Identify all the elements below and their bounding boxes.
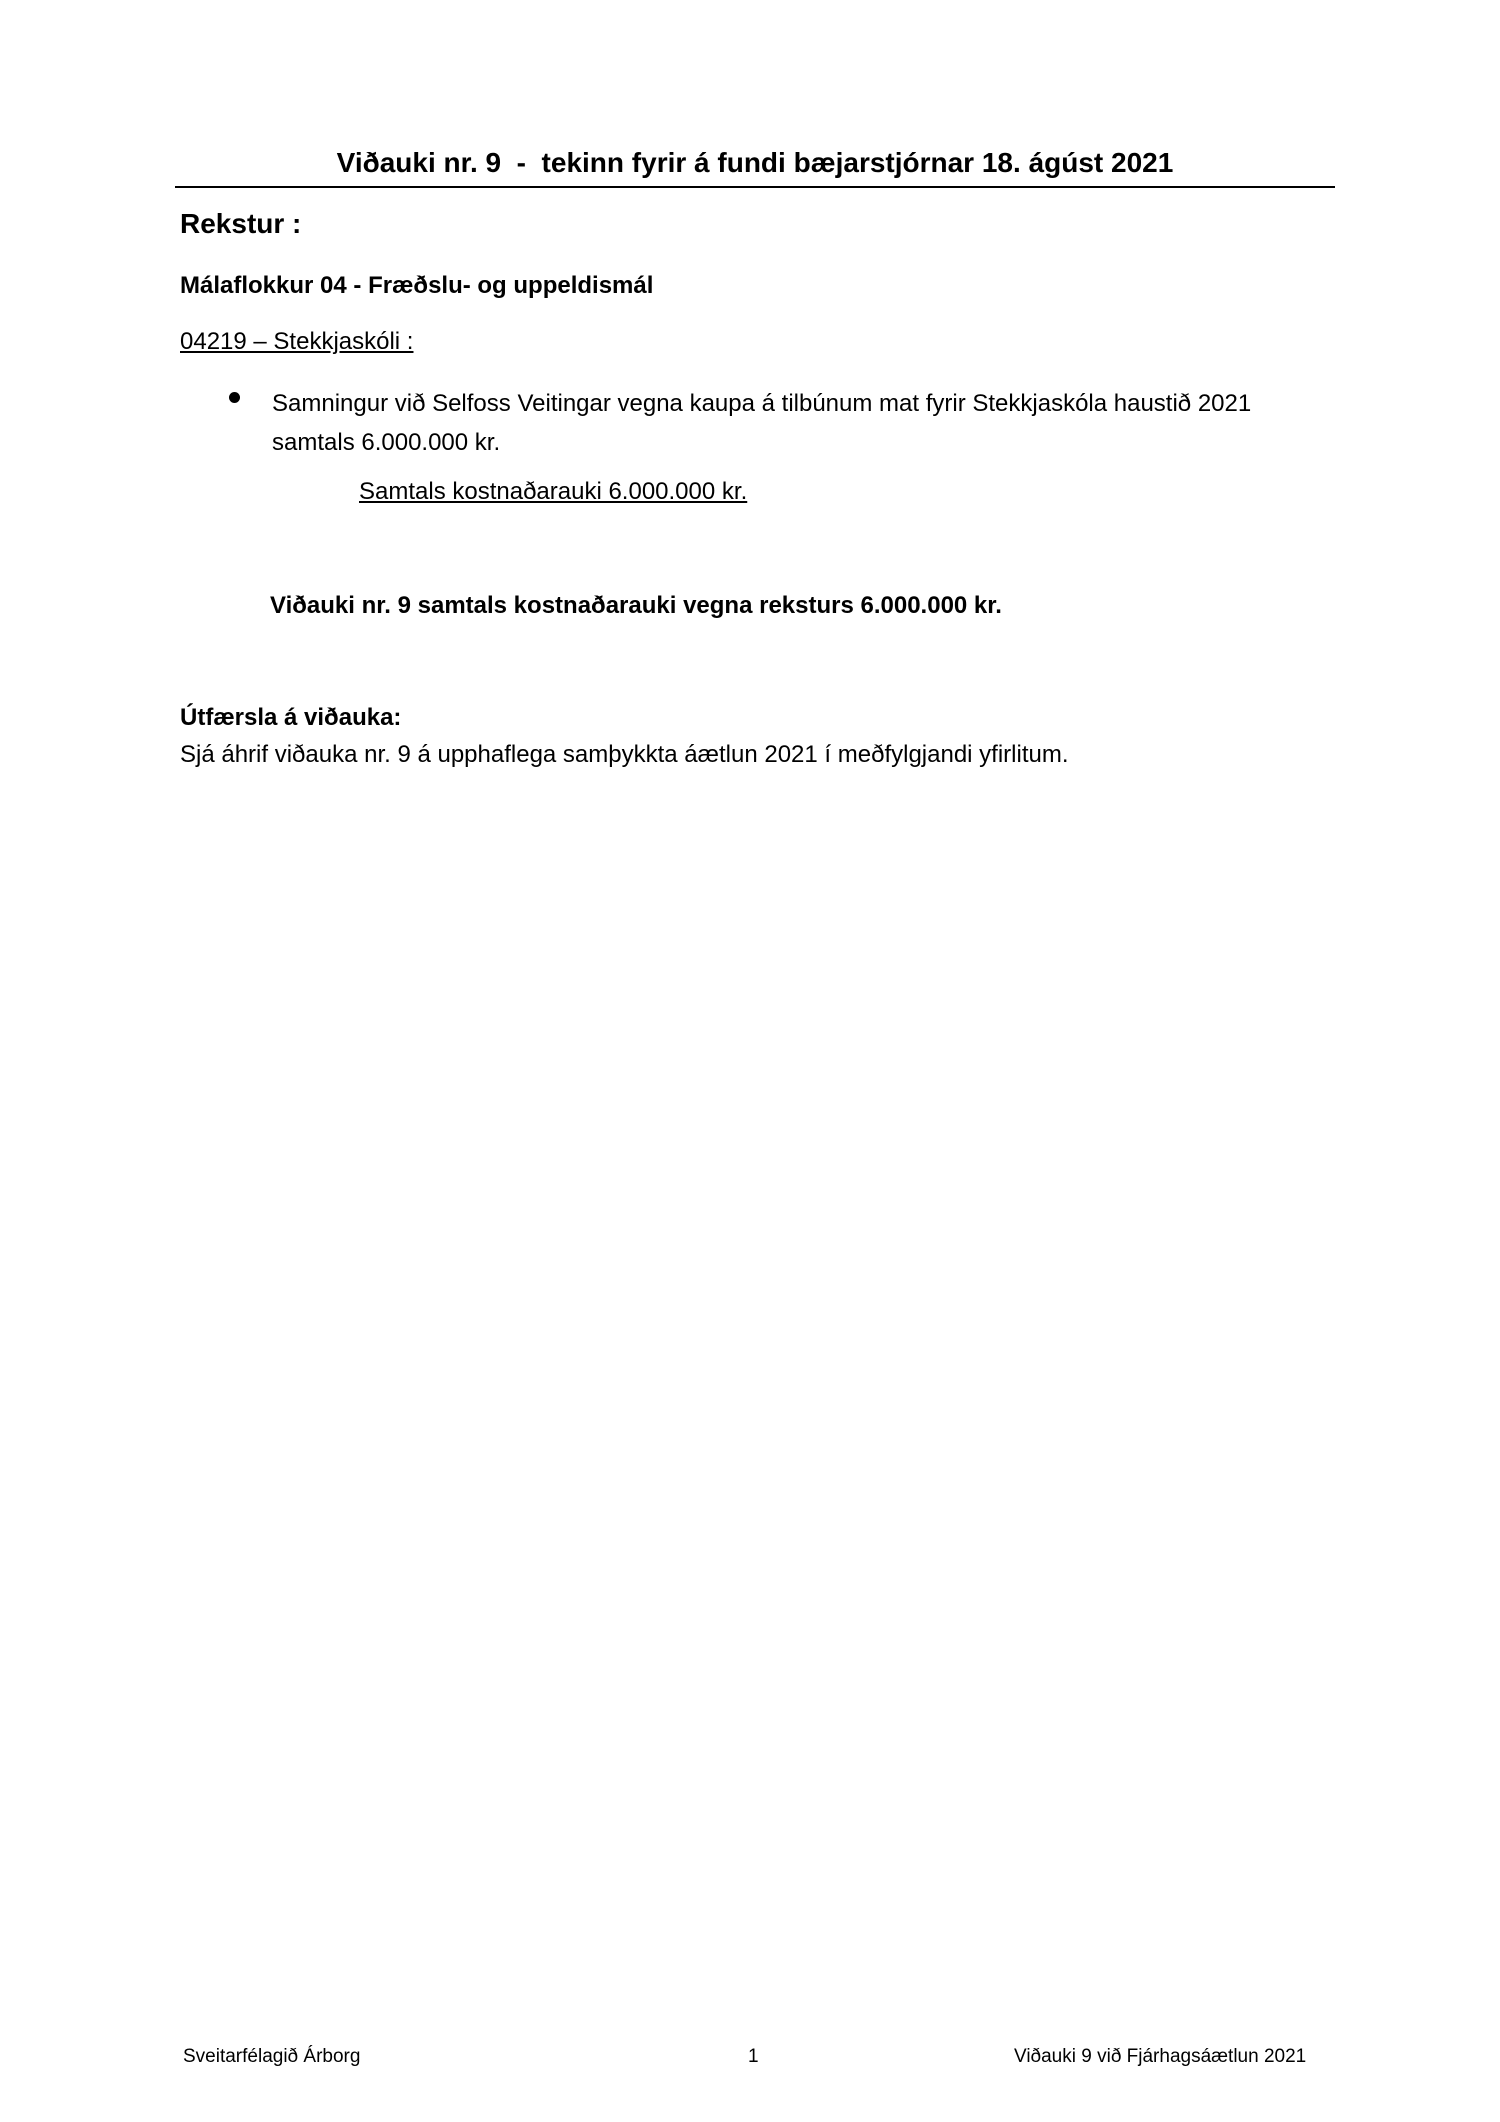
title-underline-rule [175,186,1335,188]
total-line: Viðauki nr. 9 samtals kostnaðarauki vegna reksturs 6.000.000 kr. [270,592,1002,619]
implementation-text: Sjá áhrif viðauka nr. 9 á upphaflega samþykkta áætlun 2021 í meðfylgjandi yfirlitum. [180,741,1069,768]
unit-heading: 04219 – Stekkjaskóli : [180,328,414,355]
bullet-item: Samningur við Selfoss Veitingar vegna kaupa á tilbúnum mat fyrir Stekkjaskóla haustið 2021 samtals 6.000.000 kr. [272,390,1252,456]
document-title: Viðauki nr. 9 - tekinn fyrir á fundi bæjarstjórnar 18. ágúst 2021 [336,147,1174,178]
implementation-heading: Útfærsla á viðauka: [180,704,402,731]
footer-document-name: Viðauki 9 við Fjárhagsáætlun 2021 [1014,2046,1307,2067]
footer-page-number: 1 [748,2046,759,2067]
subtotal-line: Samtals kostnaðarauki 6.000.000 kr. [359,478,748,505]
section-heading: Rekstur : [180,208,302,239]
bullet-icon [229,392,240,403]
category-heading: Málaflokkur 04 - Fræðslu- og uppeldismál [180,272,654,299]
footer-organization: Sveitarfélagið Árborg [183,2046,361,2067]
